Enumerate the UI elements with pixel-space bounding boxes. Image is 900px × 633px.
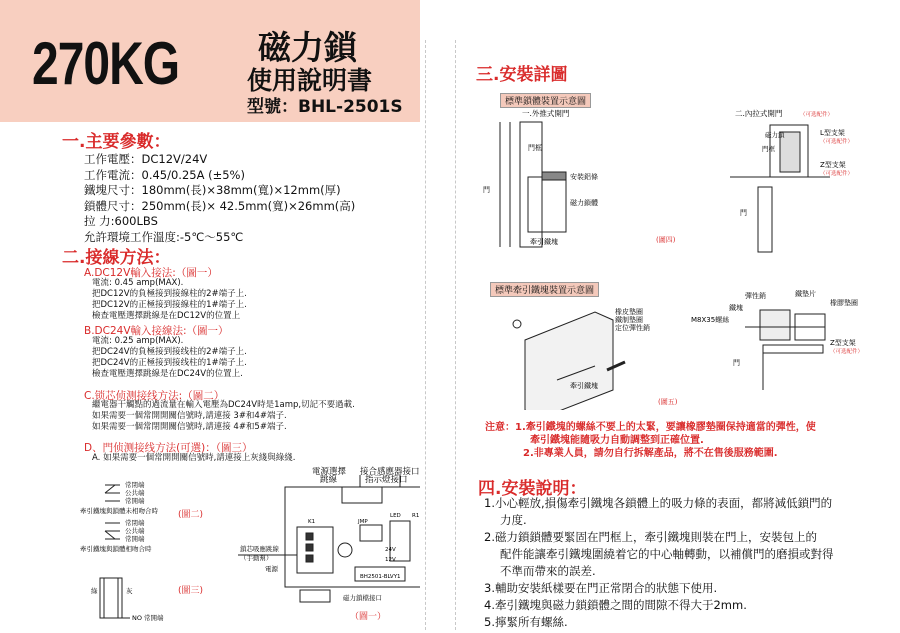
label-mount-bar: 安裝鋁條: [570, 173, 598, 181]
fig1-tag: （圖一）: [350, 612, 387, 622]
install-note: 力度.: [500, 513, 527, 527]
board-label-jumper: 跳線: [320, 475, 338, 485]
board-led: LED: [390, 513, 401, 519]
fig2-tag: (圖二): [178, 510, 204, 520]
sub-b-note: （可选配件）: [800, 112, 834, 118]
wiring-c-lines: [92, 400, 355, 433]
model-number-large: 270KG: [32, 31, 180, 98]
wiring-c-line: 如果需要一個常開開關信號時,請連接 3#和4#端子.: [92, 411, 287, 421]
label-frame-b: 門框: [762, 145, 775, 153]
fig3-green: 綠: [91, 587, 98, 595]
label-armature-c: 牽引鐵塊: [570, 382, 598, 390]
door-sensor-symbol: [100, 578, 130, 618]
wiring-a-line: 把DC12V的正極接到接線柱的1#端子上.: [92, 300, 247, 310]
notice-line: 1.牽引鐵塊的螺絲不要上的太緊，要讓橡膠墊圈保持適當的彈性，使: [515, 422, 816, 433]
label-z-note: （可选配件）: [820, 171, 854, 177]
outward-door-drawing: [500, 122, 566, 247]
label-spring-pin: 彈性銷: [745, 292, 766, 300]
section1-heading: 一.主要參數：: [62, 132, 171, 152]
label-lock-body: 磁力鎖體: [570, 199, 598, 207]
label-door: 門: [483, 186, 490, 194]
title-product: 磁力鎖: [258, 28, 357, 67]
switch-open-symbol: [105, 485, 120, 501]
notice-box: [485, 421, 885, 460]
sub-a-title: 一.外推式開門: [522, 109, 570, 118]
fig4-tag: (圖四): [656, 236, 676, 244]
armature-side-drawing: [745, 310, 825, 390]
wiring-b-title: B.DC24V輸入接線法:（圖一）: [84, 325, 229, 337]
wiring-c-title: C.锁芯侦测接线方法:（圖二）: [84, 390, 225, 402]
wiring-c-line: 繼電器干觸點的過流量在輸入電壓為DC24V時是1amp,切記不要過載.: [92, 400, 355, 410]
inward-door-drawing: [730, 125, 830, 252]
fig5-tag: (圖五): [658, 398, 678, 406]
fig2-label: 常開端: [125, 535, 145, 543]
label-z-bracket: Z型支架: [820, 161, 846, 169]
wiring-a-line: 把DC12V的負極接到接線柱的2#端子上.: [92, 289, 247, 299]
fig3-no: NO 常開端: [132, 614, 164, 622]
board-label-manual: （手動幫）: [240, 554, 273, 562]
spec-line: 拉 力:600LBS: [84, 214, 158, 228]
fig3-tag: (圖三): [178, 586, 204, 596]
wiring-c-line: 如果需要一個常閉開關信號時,請連接 4#和5#端子.: [92, 422, 287, 432]
board-24v: 24V: [385, 547, 396, 553]
wiring-a-line: 電流: 0.45 amp(MAX).: [92, 278, 184, 288]
fig2-label: 常閉端: [125, 481, 145, 489]
label-z-bracket-d: Z型支架: [830, 339, 856, 347]
board-r1: R1: [412, 513, 420, 519]
wiring-a-lines: [92, 278, 247, 322]
column-divider: [425, 40, 426, 630]
label-rubber-gasket: 橡膠墊圈: [830, 299, 858, 307]
sub-b-title: 二.內拉式開門: [735, 109, 783, 118]
wiring-diagram: [60, 465, 420, 630]
board-jmp: JMP: [358, 519, 368, 525]
label-l-bracket: L型支架: [820, 129, 845, 137]
label-armature: 牽引鐵塊: [530, 238, 558, 246]
fig2-caption-open: 牽引鐵塊與鎖體未相吻合時: [80, 507, 158, 515]
board-label-led-port: 指示燈接口: [365, 475, 408, 485]
install-note: 4.牽引鐵塊與磁力鎖鎖體之間的間隙不得大于2mm.: [484, 598, 747, 612]
install-note: 配件能讓牽引鐵塊圍繞着它的中心軸轉動，以補償門的磨損或對得: [500, 547, 834, 561]
label-door-b: 門: [740, 209, 747, 217]
column-divider-2: [455, 40, 456, 630]
label-rubber-washer: 橡皮墊圈: [615, 308, 643, 316]
board-label-core-jumper: 鎖芯吸應跳線: [240, 545, 279, 553]
wiring-d-title: D、門侦测接线方法(可選)：（圖三）: [84, 442, 253, 454]
wiring-a-line: 檢查電壓選擇跳線是在DC12V的位置上: [92, 311, 241, 321]
section4-heading: 四.安裝說明：: [478, 479, 587, 499]
install-diagram-armature: [495, 290, 890, 410]
label-door-frame: 門框: [528, 144, 542, 152]
spec-line: 工作電流：0.45/0.25A (±5%): [84, 167, 245, 182]
notice-line: 2.非專業人員，請勿自行拆解產品，將不在售後服務範圍.: [523, 448, 778, 459]
title-manual: 使用說明書: [247, 66, 373, 95]
notice-line: 牽引鐵塊能隨吸力自動調整到正確位置.: [530, 435, 704, 446]
wiring-a-title: A.DC12V輸入接法:（圖一）: [84, 267, 218, 279]
fig3-gray: 灰: [126, 587, 133, 595]
wiring-b-line: 把DC24V的正極接到接线柱的1#端子上.: [92, 358, 247, 368]
spec-line: 允許環境工作溫度:-5℃～55℃: [84, 229, 244, 244]
wiring-b-line: 電流: 0.25 amp(MAX).: [92, 336, 184, 346]
label-iron-block: 鐵塊: [729, 304, 743, 312]
label-bolt: M8X35螺絲: [691, 316, 730, 324]
board-label-power: 電源: [265, 565, 278, 573]
wiring-b-line: 把DC24V的負極接到接线柱的2#端子上.: [92, 347, 247, 357]
wiring-d-line: A. 如果需要一個常開開關信號時,請連接上灰綫與綠綫.: [92, 453, 296, 463]
install-note: 5.擰緊所有螺絲.: [484, 615, 568, 629]
board-model: BH2501-BLVY1: [360, 574, 401, 580]
install-note: 1.小心輕放,損傷牽引鐵塊各鎖體上的吸力條的表面，都將減低鎖門的: [484, 496, 833, 510]
board-label-lock-port: 磁力鎖檔接口: [343, 594, 382, 602]
install-note: 不準而帶來的誤差.: [500, 564, 596, 578]
spec-list: [84, 152, 355, 245]
banner-armature: 標準牽引鐵塊裝置示意圖: [490, 282, 599, 297]
board-k1: K1: [308, 519, 316, 525]
armature-plate-drawing: [513, 312, 625, 410]
board-label-power-select: 電源選擇: [312, 467, 347, 477]
wiring-b-line: 檢查電壓選擇跳線是在DC24V的位置上.: [92, 369, 243, 379]
install-diagram-lock-body: [480, 107, 885, 257]
label-iron-shim: 鐵墊片: [795, 290, 816, 298]
install-notes: [484, 495, 894, 631]
label-magnetic-lock: 磁力鎖: [765, 131, 785, 139]
board-12v: 12V: [385, 557, 396, 563]
section2-heading: 二.接線方法：: [62, 248, 171, 268]
spec-line: 鐵塊尺寸：180mm(長)×38mm(寬)×12mm(厚): [84, 183, 341, 197]
label-door-d: 門: [733, 359, 740, 367]
fig2-label: 公共端: [125, 527, 145, 535]
label-z-note-d: （可选配件）: [830, 349, 864, 355]
fig2-caption-closed: 牽引鐵塊與鎖體相吻合時: [80, 545, 152, 553]
wiring-b-lines: [92, 336, 247, 380]
label-steel-washer: 鐵制墊圈: [615, 316, 643, 324]
fig2-label: 公共端: [125, 489, 145, 497]
notice-prefix: 注意：: [485, 422, 515, 433]
switch-closed-symbol: [105, 523, 120, 539]
install-note: 3.輔助安裝紙樣要在門正常閉合的狀態下使用.: [484, 581, 718, 595]
control-board: [238, 475, 420, 602]
section3-heading: 三.安裝詳圖: [476, 65, 568, 85]
fig2-label: 常閉端: [125, 519, 145, 527]
banner-lock-body: 標準鎖體裝置示意圖: [500, 93, 591, 108]
spec-line: 工作電壓：DC12V/24V: [84, 152, 208, 166]
label-pin: 定位彈性銷: [615, 324, 650, 332]
fig2-label: 常開端: [125, 497, 145, 505]
spec-line: 鎖體尺寸：250mm(長)× 42.5mm(寬)×26mm(高): [84, 198, 356, 213]
install-note: 2.磁力鎖鎖體要緊固在門框上，牽引鐵塊則裝在門上，安裝包上的: [484, 530, 817, 544]
model-line: 型號：BHL-2501S: [247, 97, 403, 117]
label-l-note: （可选配件）: [820, 139, 854, 145]
board-label-sensor-port: 接合感應器接口: [360, 467, 420, 477]
